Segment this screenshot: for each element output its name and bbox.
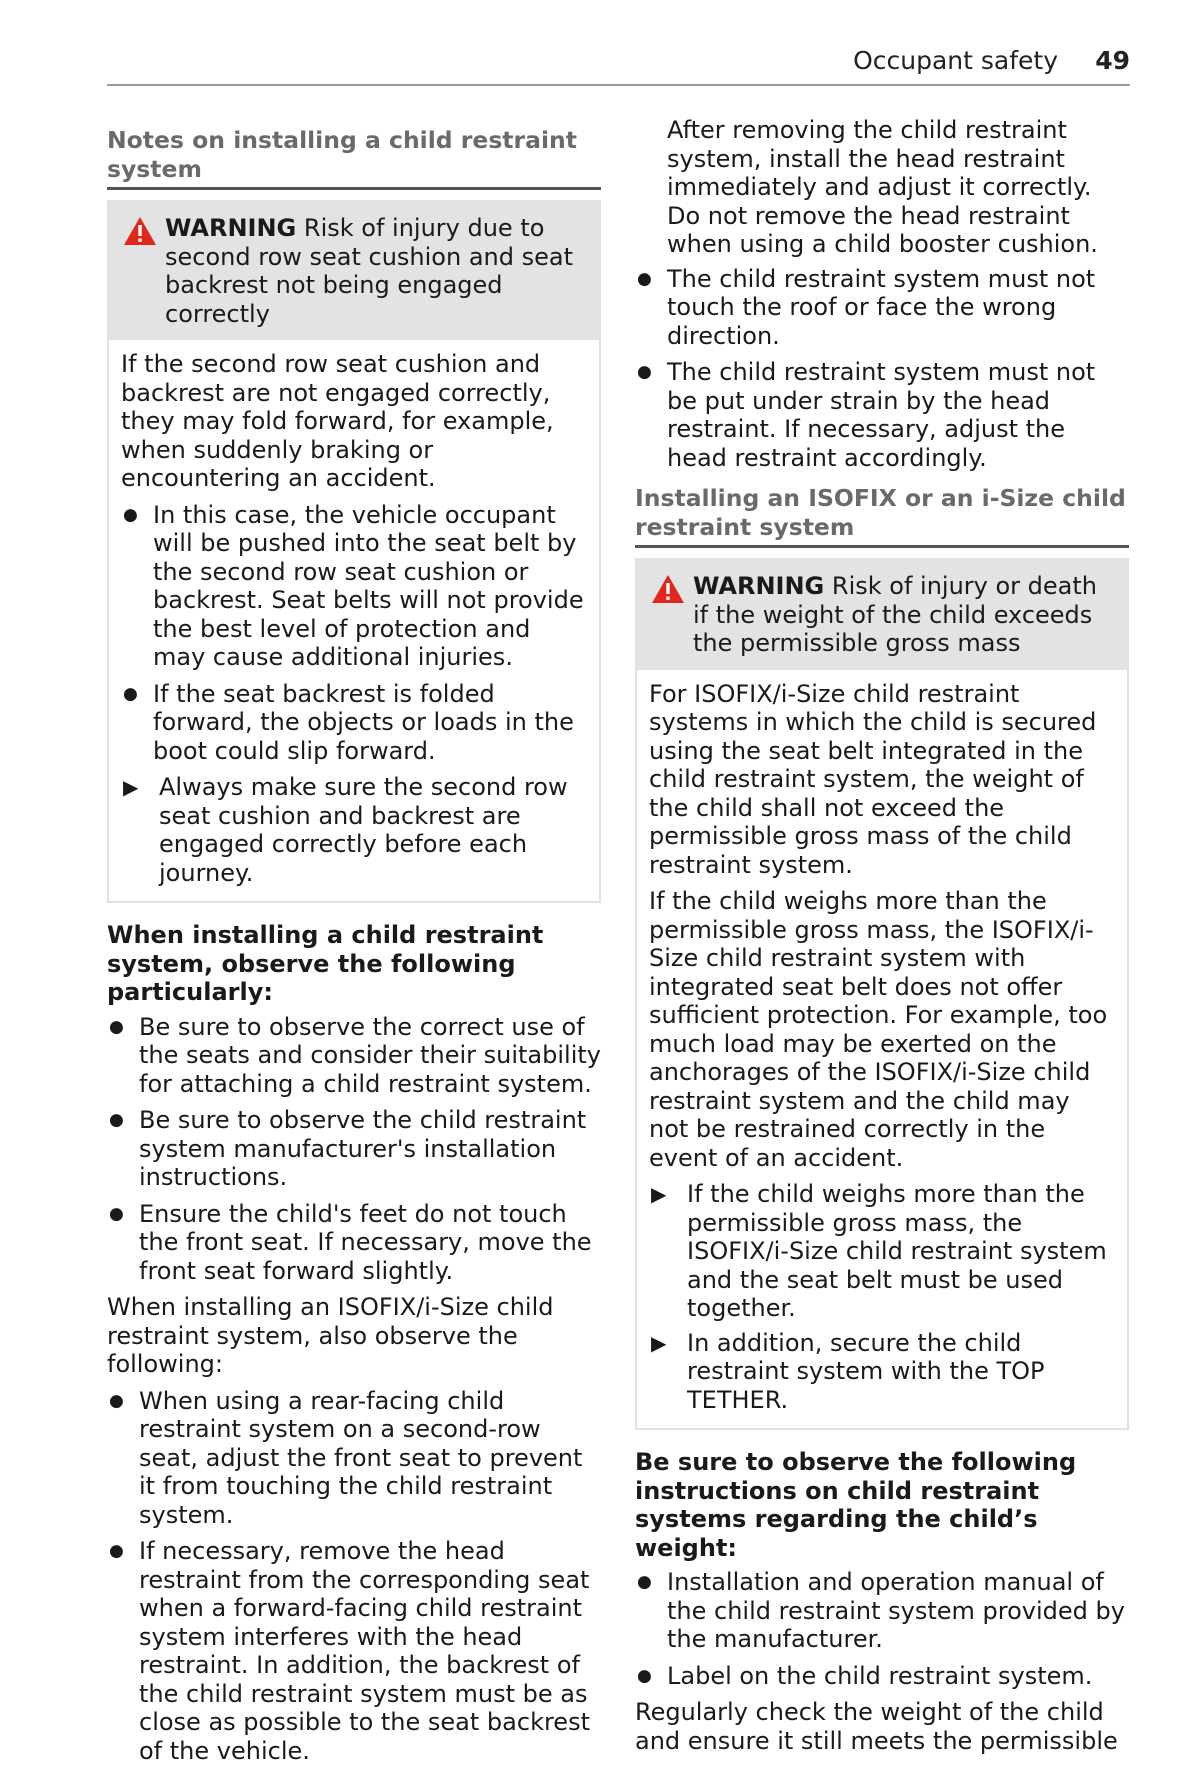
install-bullet-list bbox=[107, 1013, 601, 1286]
list-item: ● Label on the child restraint system. bbox=[635, 1662, 1129, 1691]
weight-bullet-list bbox=[635, 1568, 1129, 1690]
warning-step-list bbox=[121, 773, 587, 887]
right-column bbox=[635, 116, 1129, 1763]
list-item: ● The child restraint system must not touch the roof or face the wrong direction. bbox=[635, 265, 1129, 351]
page-header bbox=[107, 44, 1130, 86]
list-item: ● When using a rear-facing child restraint system on a second-row seat, adjust the front seat to prevent it from touching the child restraint system. bbox=[107, 1387, 601, 1530]
install-heading: When installing a child restraint system, observe the following particularly: bbox=[107, 921, 544, 1006]
step-item: ▶ Always make sure the second row seat cushion and backrest are engaged correctly before each journey. bbox=[121, 773, 587, 887]
list-item: ● In this case, the vehicle occupant will be pushed into the seat belt by the second row seat cushion or backrest. Seat belts will not provide the best level of protection and may cause additional injuries. bbox=[121, 501, 587, 672]
warning-triangle-icon bbox=[123, 216, 157, 246]
warning-box-seat-engagement bbox=[107, 200, 601, 903]
continued-para: After removing the child restraint system, install the head restraint immediately and adjust it correctly. bbox=[667, 116, 1092, 201]
closing-text: Regularly check the weight of the child and ensure it still meets the permissible bbox=[635, 1698, 1118, 1755]
list-item: ● If the seat backrest is folded forward, the objects or loads in the boot could slip forward. bbox=[121, 680, 587, 766]
warning-triangle-icon bbox=[651, 574, 685, 604]
warning-box-child-weight bbox=[635, 558, 1129, 1430]
warning-intro: If the second row seat cushion and backrest are not engaged correctly, they may fold forward, for example, when suddenly braking or encountering an accident. bbox=[121, 350, 554, 492]
warning-bullet-list bbox=[121, 501, 587, 766]
section-title: Occupant safety bbox=[853, 46, 1058, 75]
page-number: 49 bbox=[1095, 46, 1130, 75]
warning-title: Risk of injury or death if the weight of the child exceeds the permissible gross mass bbox=[693, 572, 1097, 657]
isofix-bullet-list bbox=[107, 1387, 601, 1766]
head-restraint-bullet-list bbox=[635, 265, 1129, 473]
list-item: ● If necessary, remove the head restraint from the corresponding seat when a forward-facing child restraint system interferes with the head restraint. In addition, the backrest of the child restraint system must be as close as possible to the seat backrest of the vehicle. bbox=[107, 1537, 601, 1765]
list-item: ● Be sure to observe the correct use of the seats and consider their suitability for attaching a child restraint system. bbox=[107, 1013, 601, 1099]
warning-title: Risk of injury due to second row seat cushion and seat backrest not being engaged correctly bbox=[165, 214, 573, 328]
weight-heading: Be sure to observe the following instructions on child restraint systems regarding the child’s weight: bbox=[635, 1448, 1077, 1562]
list-item: ● Installation and operation manual of the child restraint system provided by the manufacturer. bbox=[635, 1568, 1129, 1654]
warning-keyword: WARNING bbox=[693, 572, 825, 600]
warning-step-list bbox=[649, 1180, 1115, 1414]
continued-text bbox=[635, 116, 1129, 259]
step-item: ▶ In addition, secure the child restraint system with the TOP TETHER. bbox=[649, 1329, 1115, 1415]
warning-para: If the child weighs more than the permissible gross mass, the ISOFIX/i-Size child restraint system with integrated seat belt does not offer sufficient protection. For example, too much load may be exerted on the anchorages of the ISOFIX/i-Size child restraint system and the child may not be restrained correctly in the event of an accident. bbox=[649, 887, 1108, 1172]
warning-body bbox=[637, 670, 1127, 1429]
step-item: ▶ If the child weighs more than the permissible gross mass, the ISOFIX/i-Size child restraint system and the seat belt must be used together. bbox=[649, 1180, 1115, 1323]
left-column bbox=[107, 122, 601, 1773]
list-item: ● Ensure the child's feet do not touch the front seat. If necessary, move the front seat forward slightly. bbox=[107, 1200, 601, 1286]
warning-body bbox=[109, 340, 599, 901]
subheading-notes: Notes on installing a child restraint system bbox=[107, 122, 601, 190]
subheading-isofix: Installing an ISOFIX or an i-Size child restraint system bbox=[635, 480, 1129, 548]
warning-para: For ISOFIX/i-Size child restraint systems in which the child is secured using the seat belt integrated in the child restraint system, the weight of the child shall not exceed the permissible gross mass of the child restraint system. bbox=[649, 679, 1097, 879]
list-item: ● The child restraint system must not be put under strain by the head restraint. If necessary, adjust the head restraint accordingly. bbox=[635, 358, 1129, 472]
continued-para-2: Do not remove the head restraint when using a child booster cushion. bbox=[667, 201, 1098, 258]
list-item: ● Be sure to observe the child restraint system manufacturer's installation instructions. bbox=[107, 1106, 601, 1192]
warning-keyword: WARNING bbox=[165, 214, 297, 242]
warning-header bbox=[637, 560, 1127, 670]
warning-header bbox=[109, 202, 599, 340]
isofix-intro: When installing an ISOFIX/i-Size child restraint system, also observe the following: bbox=[107, 1293, 554, 1378]
